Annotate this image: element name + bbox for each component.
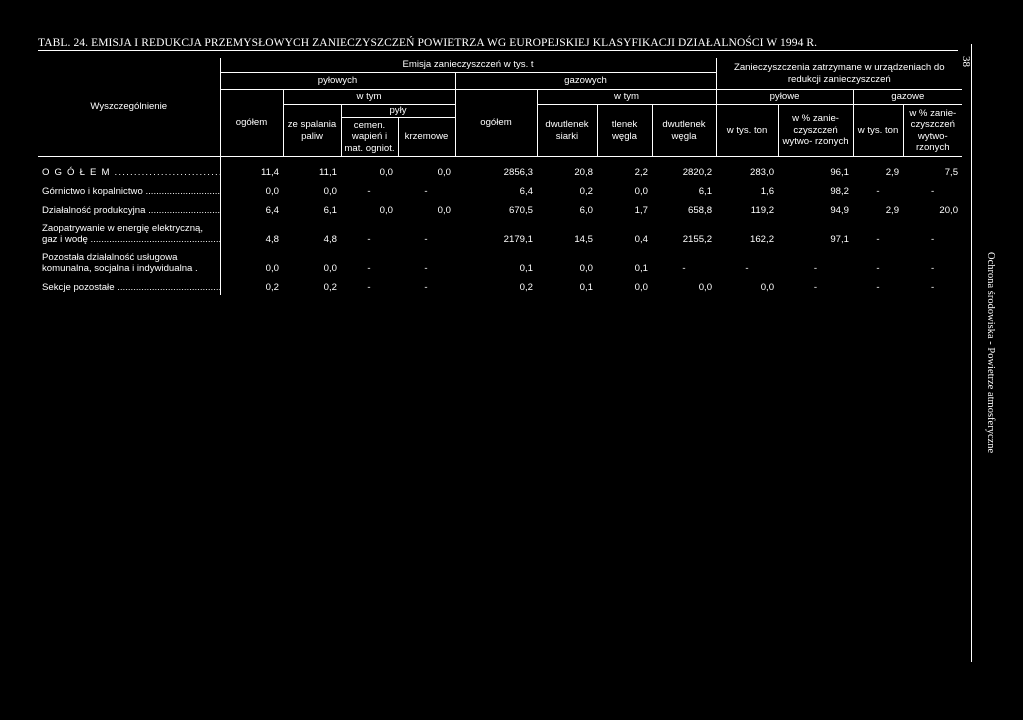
row-label: O G Ó Ł E M ..... [42,167,220,178]
cell: 6,1 [698,185,713,197]
table-row-gornictwo [38,180,962,199]
cell: 4,8 [323,233,337,245]
table-row-energia [38,218,962,247]
header-zatrzymane: Zanieczyszczenia zatrzymane w urządzeniach do redukcji zanieczyszczeń [716,58,962,90]
cell: 0,0 [323,185,337,197]
cell: 96,1 [830,166,850,178]
cell: - [930,262,935,274]
cell: 6,4 [519,185,533,197]
cell: 0,2 [323,281,337,293]
cell: - [876,233,880,245]
header-pylowe: pyłowe [716,90,853,105]
cell: - [424,185,428,197]
header-wyszczegolnienie: Wyszczególnienie [38,58,220,157]
cell: 0,2 [519,281,533,293]
cell: 0,0 [634,281,648,293]
cell: 0,0 [379,204,393,216]
table-row-produkcyjna [38,199,962,218]
header-w-proc-pylowe: w % zanie- czyszczeń wytwo- rzonych [778,105,853,157]
header-w-tym-pylowe: w tym [283,90,455,105]
table-title: TABL. 24. EMISJA I REDUKCJA PRZEMYSŁOWYCH ZANIECZYSZCZEŃ POWIETRZA WG EUROPEJSKIEJ KLASYFIKACJI DZIAŁALNOŚCI W 1994 R. [38,37,818,49]
cell: - [424,281,428,293]
title-rule [38,50,958,51]
cell: - [682,262,686,274]
cell: 94,9 [830,204,850,216]
cell: 14,5 [574,233,593,245]
cell: - [424,262,428,274]
cell: 0,4 [634,233,648,245]
cell: - [367,281,371,293]
header-pyly: pyły [342,105,455,118]
cell: 20,0 [939,204,959,216]
header-w-tys-ton-gazowe: w tys. ton [853,105,903,157]
margin-rule [971,44,972,662]
cell: 162,2 [750,233,775,245]
header-emisja: Emisja zanieczyszczeń w tys. t [220,58,716,73]
cell: 0,0 [437,204,451,216]
cell: - [930,281,935,293]
cell: 6,0 [579,204,593,216]
cell: 2,9 [885,204,900,216]
cell: 0,0 [634,185,648,197]
table-row-ogolem [38,157,962,181]
row-label-line1: Pozostała działalność usługowa [42,251,178,263]
section-caption: Ochrona środowiska - Powietrze atmosferyczne [985,252,996,454]
cell: 6,4 [220,199,283,218]
header-cemen: cemen. wapień i mat. ogniot. [344,119,395,154]
cell: 6,1 [323,204,337,216]
cell: 11,4 [220,157,283,181]
header-ogolem-pylowe: ogółem [220,90,283,157]
cell: - [930,233,935,245]
header-dwutlenek-wegla: dwutlenek węgla [652,105,716,157]
cell: 2856,3 [503,166,533,178]
header-w-tym-gazowe: w tym [537,90,716,105]
cell: 2155,2 [682,233,713,245]
cell: 20,8 [574,166,593,178]
cell: 0,2 [220,276,283,295]
header-ogolem-gazowe: ogółem [455,90,537,157]
header-pylowych: pyłowych [220,73,455,90]
table-row-uslugi [38,247,962,276]
cell: - [876,281,880,293]
row-label: Górnictwo i kopalnictwo ..... [42,186,220,197]
cell: 670,5 [508,204,533,216]
cell: - [876,185,880,197]
cell: 0,2 [579,185,593,197]
cell: 4,8 [220,218,283,247]
cell: 0,0 [323,262,337,274]
cell: 97,1 [830,233,850,245]
cell: 0,0 [698,281,713,293]
cell: 1,7 [634,204,648,216]
cell: 0,0 [760,281,775,293]
header-pyly-group [341,105,455,157]
row-label-line1: Zaopatrywanie w energię elektryczną, [42,222,204,234]
cell: - [930,185,935,197]
cell: 2820,2 [682,166,713,178]
header-gazowych: gazowych [455,73,716,90]
cell: 1,6 [760,185,775,197]
cell: - [367,233,371,245]
row-label: komunalna, socjalna i indywidualna . [42,262,198,274]
cell: 0,1 [634,262,648,274]
header-krzemowe: krzemowe [398,118,455,157]
cell: 2,2 [634,166,648,178]
cell: 0,1 [579,281,593,293]
cell: - [424,233,428,245]
cell: 0,0 [220,180,283,199]
cell: - [367,262,371,274]
cell: 0,0 [579,262,593,274]
header-tlenek-wegla: tlenek węgla [597,105,652,157]
cell: - [813,281,818,293]
emission-table [38,58,962,295]
row-label: Sekcje pozostałe ..... [42,282,220,293]
header-dwutlenek-siarki: dwutlenek siarki [537,105,597,157]
cell: 119,2 [750,204,775,216]
cell: 98,2 [830,185,850,197]
cell: 0,0 [379,166,393,178]
cell: 0,1 [519,262,533,274]
cell: - [876,262,880,274]
header-ze-spalania: ze spalania paliw [283,105,341,157]
cell: 0,0 [437,166,451,178]
header-w-tys-ton-pylowe: w tys. ton [716,105,778,157]
cell: - [745,262,749,274]
cell: 658,8 [688,204,713,216]
cell: 11,1 [319,166,337,178]
cell: 0,0 [220,247,283,276]
cell: 283,0 [750,166,775,178]
table-row-pozostale [38,276,962,295]
page-number: 38 [960,56,972,67]
row-label: Działalność produkcyjna ..... [42,205,220,216]
row-label: gaz i wodę ..... [42,234,216,245]
cell: - [813,262,818,274]
header-gazowe: gazowe [853,90,962,105]
cell: 7,5 [944,166,959,178]
cell: 2179,1 [503,233,533,245]
cell: - [367,185,371,197]
header-w-proc-gazowe: w % zanie- czyszczeń wytwo- rzonych [903,105,962,157]
cell: 2,9 [885,166,900,178]
